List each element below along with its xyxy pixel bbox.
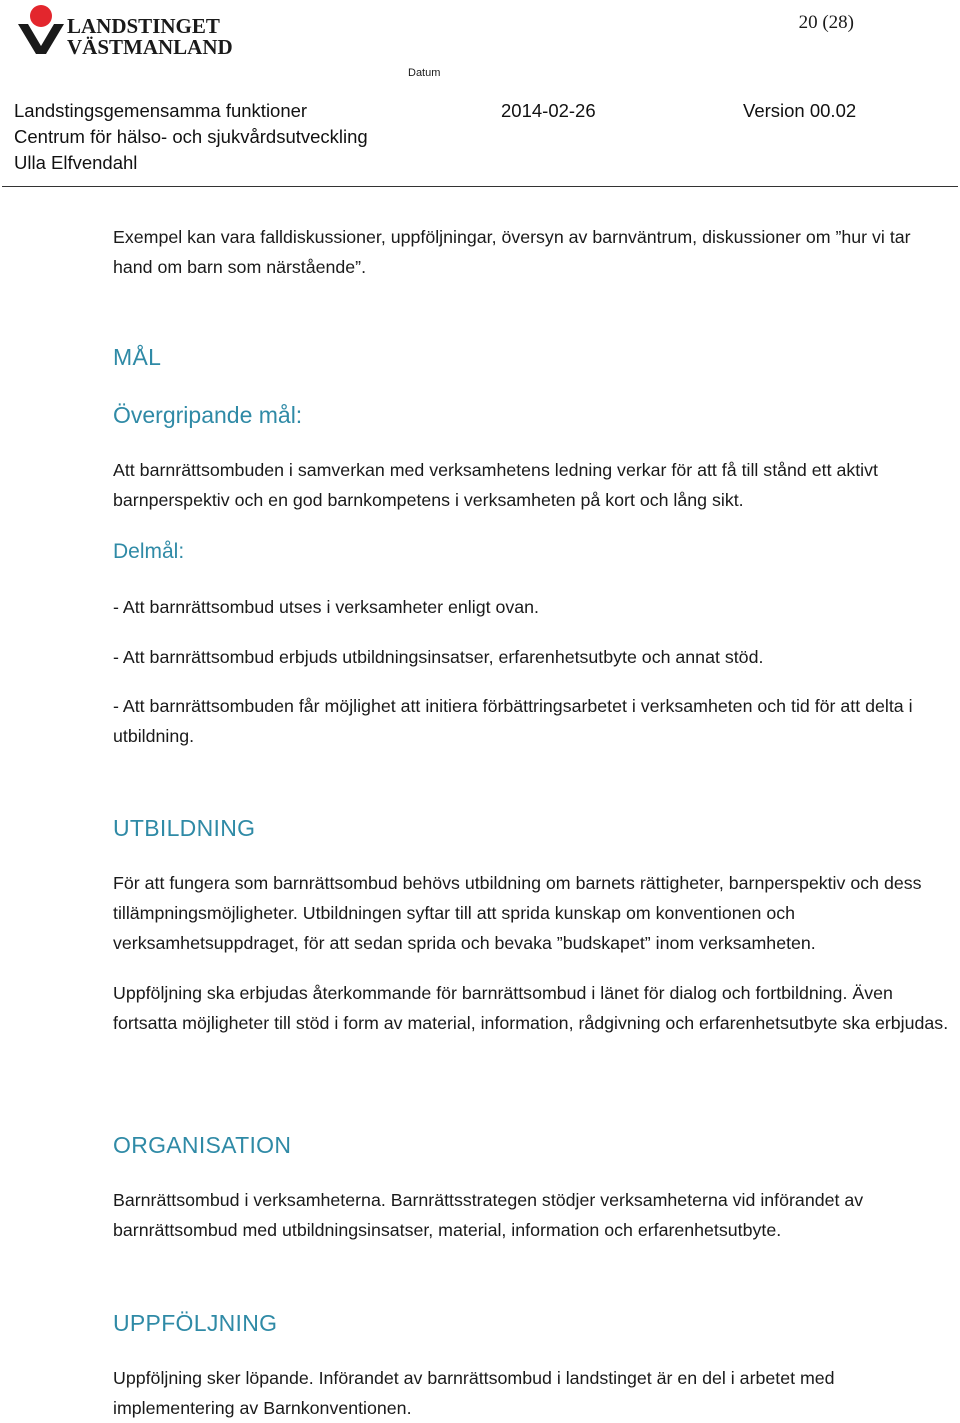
header-department: Centrum för hälso- och sjukvårdsutveckling xyxy=(14,126,368,147)
header-organization: Landstingsgemensamma funktioner xyxy=(14,100,308,121)
sub-goals-heading: Delmål: xyxy=(113,540,185,563)
sub-goal-item: - Att barnrättsombud erbjuds utbildningsinsatser, erfarenhetsutbyte och annat stöd. xyxy=(113,647,764,667)
landstinget-logo xyxy=(14,2,233,60)
intro-paragraph: Exempel kan vara falldiskussioner, uppföljningar, översyn av barnväntrum, diskussioner om ”hur vi tar hand om barn som närstående”. xyxy=(113,227,911,277)
sub-goal-item: - Att barnrättsombuden får möjlighet att initiera förbättringsarbetet i verksamheten och tid för att delta i utbildning. xyxy=(113,696,913,746)
utbildning-paragraph-2: Uppföljning ska erbjudas återkommande för barnrättsombud i länet för dialog och fortbildning. Även fortsatta möjligheter till stöd i form av material, information, rådgivning och erfarenhetsutbyte ska erbjudas. xyxy=(113,983,949,1033)
header-date: 2014-02-26 xyxy=(501,100,596,121)
datum-label: Datum xyxy=(408,67,441,79)
logo-mark xyxy=(14,2,233,60)
section-heading-mal: MÅL xyxy=(113,344,162,370)
logo-figure xyxy=(18,24,64,54)
logo-line1: LANDSTINGET xyxy=(67,14,220,38)
overall-goal-heading: Övergripande mål: xyxy=(113,402,303,428)
overall-goal-text: Att barnrättsombuden i samverkan med verksamhetens ledning verkar för att få till stånd ett aktivt barnperspektiv och en god barnkompetens i verksamheten på kort och lång sikt. xyxy=(113,460,878,510)
page-number: 20 (28) xyxy=(798,12,854,33)
section-heading-utbildning: UTBILDNING xyxy=(113,815,256,841)
organisation-paragraph: Barnrättsombud i verksamheterna. Barnrättsstrategen stödjer verksamheterna vid införandet av barnrättsombud med utbildningsinsatser, material, information och erfarenhetsutbyte. xyxy=(113,1190,864,1240)
logo-line2: VÄSTMANLAND xyxy=(67,35,233,59)
header-version: Version 00.02 xyxy=(743,100,857,121)
section-heading-uppfoljning: UPPFÖLJNING xyxy=(113,1310,278,1336)
header-divider xyxy=(2,186,958,187)
utbildning-paragraph-1: För att fungera som barnrättsombud behövs utbildning om barnets rättigheter, barnperspektiv och dess tillämpningsmöjligheter. Utbildningen syftar till att sprida kunskap om konventionen och verksamhetsuppdraget, för att sedan sprida och bevaka ”budskapet” inom verksamheten. xyxy=(113,873,922,953)
logo-red-dot xyxy=(30,5,52,27)
section-heading-organisation: ORGANISATION xyxy=(113,1132,292,1158)
sub-goal-item: - Att barnrättsombud utses i verksamheter enligt ovan. xyxy=(113,597,539,617)
header-author: Ulla Elfvendahl xyxy=(14,152,138,173)
uppfoljning-paragraph: Uppföljning sker löpande. Införandet av barnrättsombud i landstinget är en del i arbetet med implementering av Barnkonventionen. xyxy=(113,1368,835,1418)
